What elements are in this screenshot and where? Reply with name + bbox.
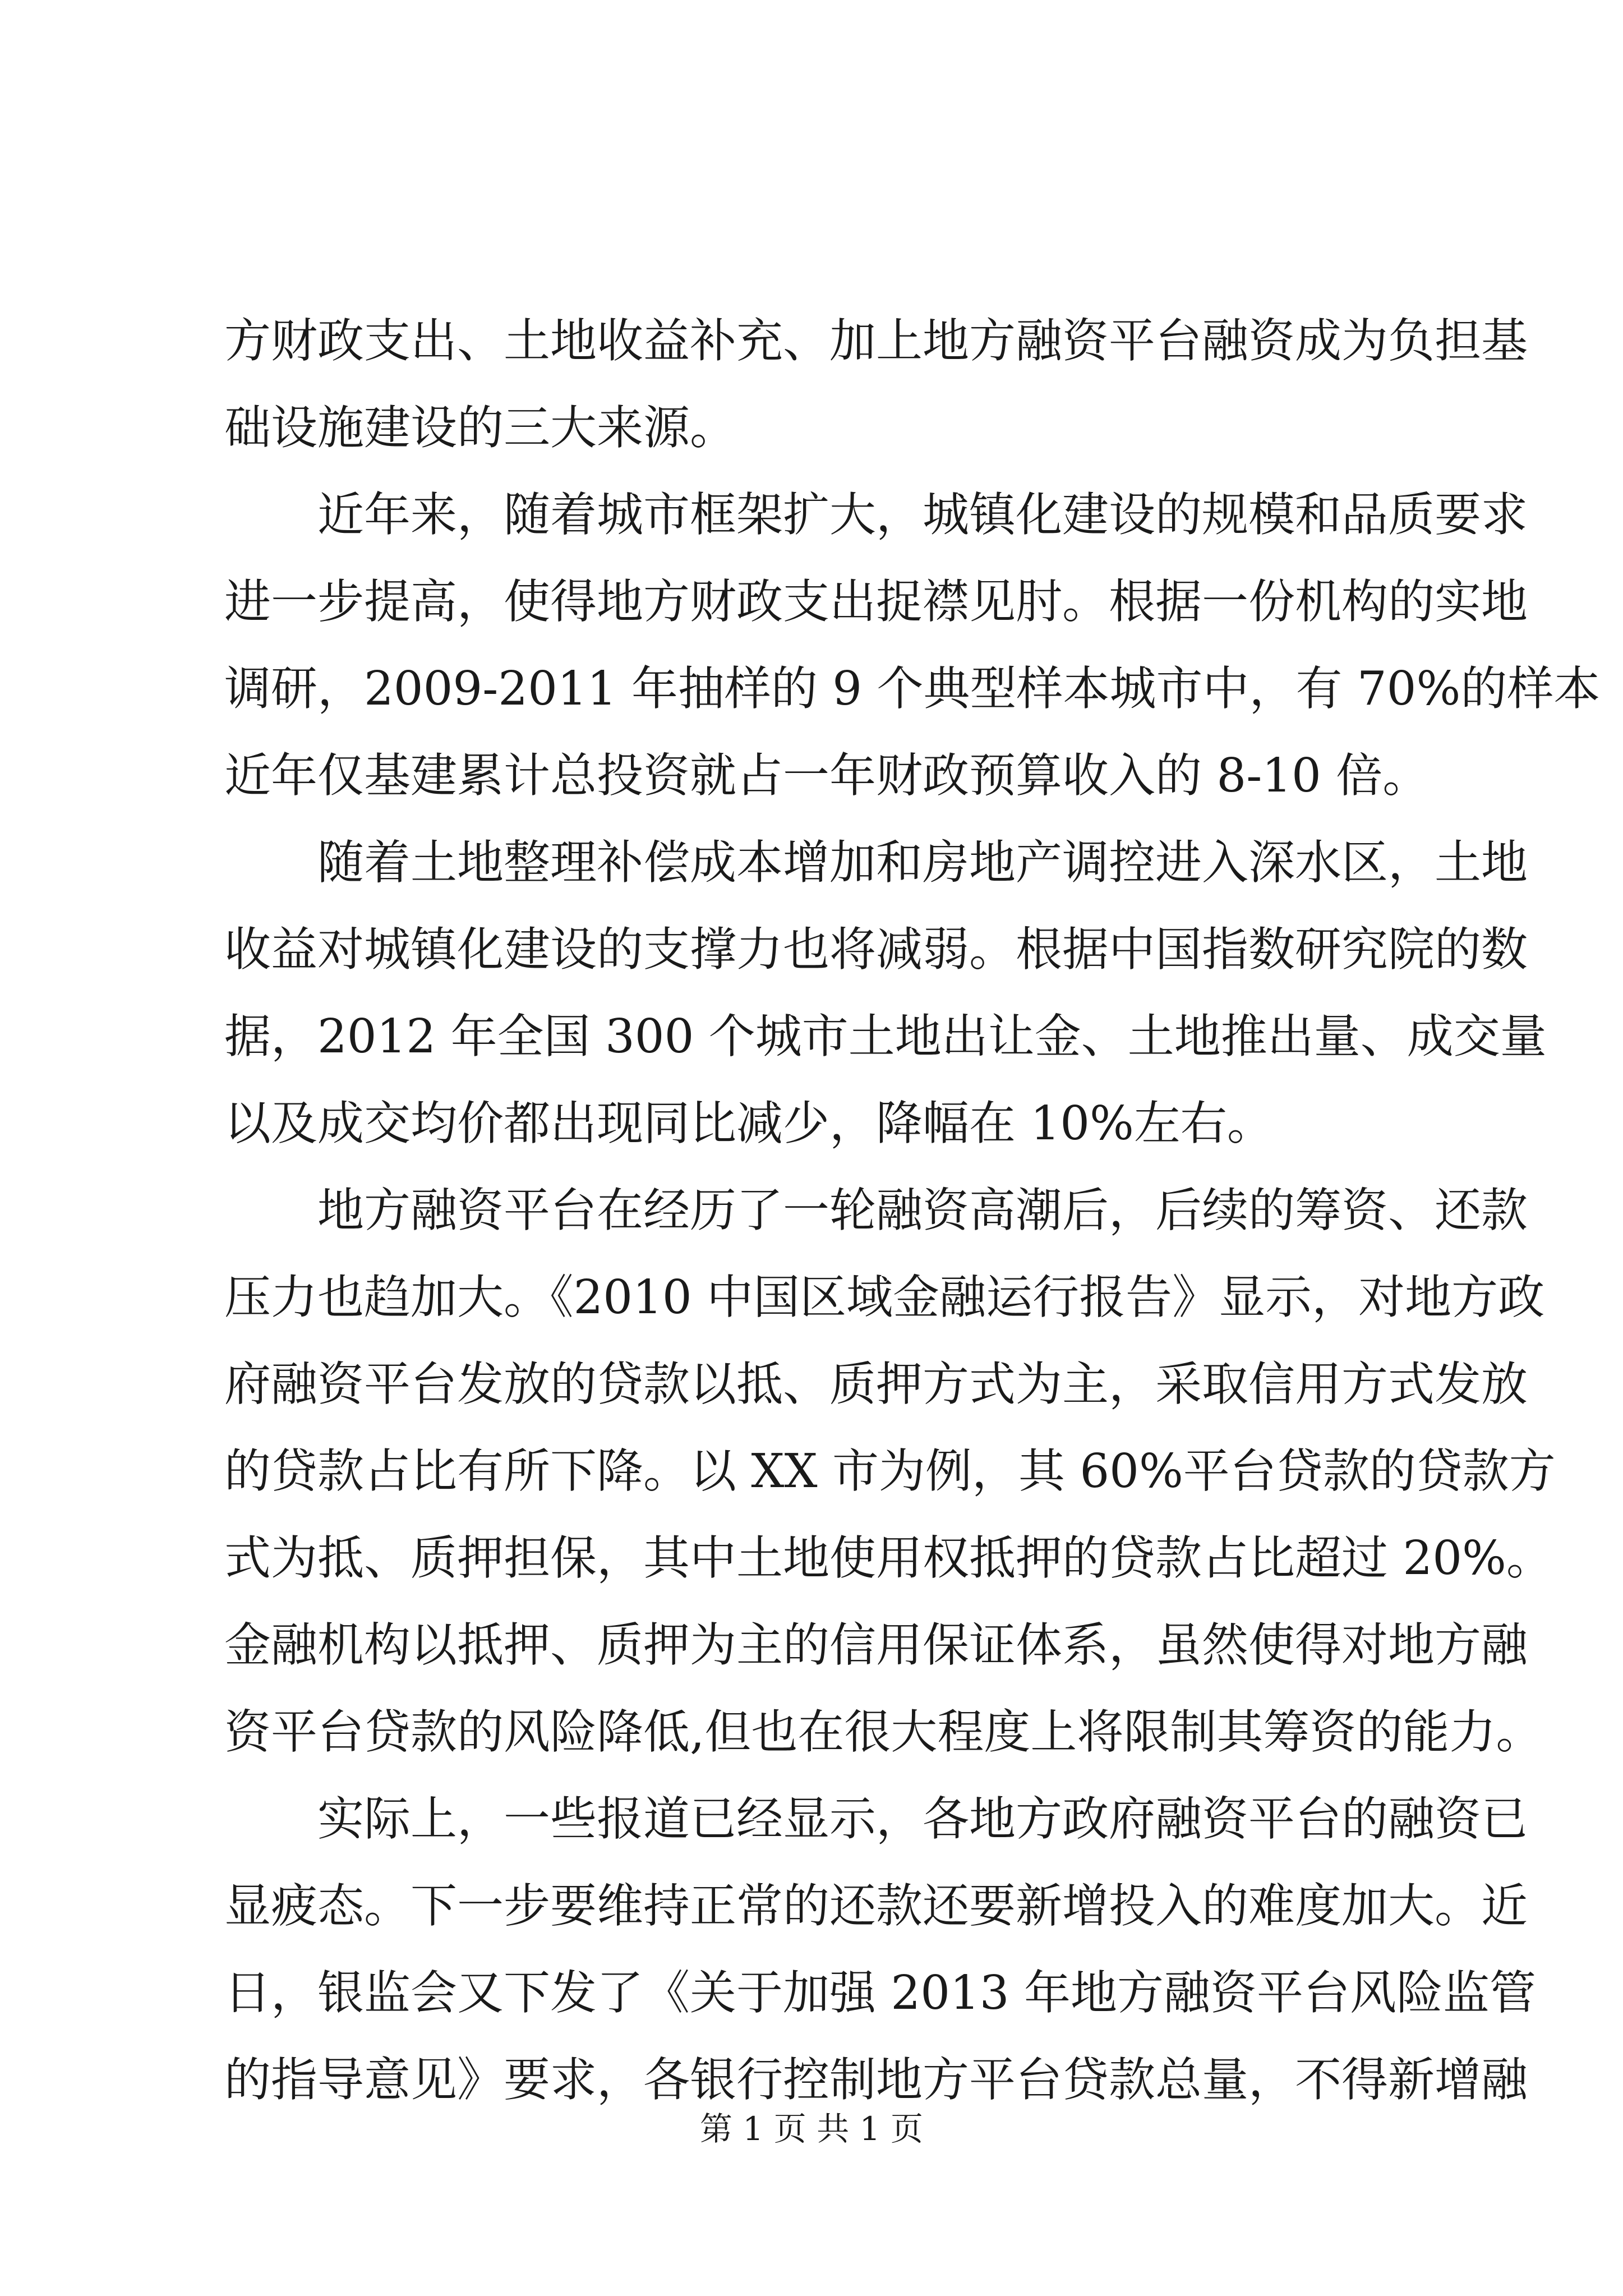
text-line-10: 以及成交均价都出现同比减少，降幅在 10%左右。: [224, 1096, 1274, 1151]
text-line-4: 进一步提高，使得地方财政支出捉襟见肘。根据一份机构的实地: [224, 574, 1528, 629]
text-line-5: 调研，2009-2011 年抽样的 9 个典型样本城市中，有 70%的样本: [224, 661, 1601, 716]
text-line-8: 收益对城镇化建设的支撑力也将减弱。根据中国指数研究院的数: [224, 922, 1528, 977]
text-line-12: 压力也趋加大。《2010 中国区域金融运行报告》显示，对地方政: [224, 1270, 1545, 1324]
text-line-9: 据，2012 年全国 300 个城市土地出让金、土地推出量、成交量: [224, 1009, 1547, 1064]
text-line-6: 近年仅基建累计总投资就占一年财政预算收入的 8-10 倍。: [224, 748, 1430, 803]
text-line-17: 资平台贷款的风险降低,但也在很大程度上将限制其筹资的能力。: [224, 1705, 1543, 1759]
document-body: [224, 297, 1601, 2123]
text-line-1: 方财政支出、土地收益补充、加上地方融资平台融资成为负担基: [224, 314, 1528, 368]
text-line-13: 府融资平台发放的贷款以抵、质押方式为主，采取信用方式发放: [224, 1357, 1528, 1411]
text-line-3: 近年来，随着城市框架扩大，城镇化建设的规模和品质要求: [317, 487, 1528, 542]
text-line-16: 金融机构以抵押、质押为主的信用保证体系，虽然使得对地方融: [224, 1618, 1528, 1672]
text-line-18: 实际上，一些报道已经显示，各地方政府融资平台的融资已: [317, 1792, 1528, 1846]
text-line-7: 随着土地整理补偿成本增加和房地产调控进入深水区，土地: [317, 835, 1528, 890]
page-footer: [0, 2106, 1623, 2151]
text-line-21: 的指导意见》要求，各银行控制地方平台贷款总量，不得新增融: [224, 2053, 1528, 2107]
text-line-15: 式为抵、质押担保，其中土地使用权抵押的贷款占比超过 20%。: [224, 1531, 1553, 1585]
text-line-14: 的贷款占比有所下降。以 XX 市为例，其 60%平台贷款的贷款方: [224, 1444, 1556, 1498]
text-line-11: 地方融资平台在经历了一轮融资高潮后，后续的筹资、还款: [317, 1183, 1528, 1237]
page-number-label: 第 1 页 共 1 页: [700, 2110, 923, 2148]
text-line-2: 础设施建设的三大来源。: [224, 401, 736, 455]
text-line-20: 日，银监会又下发了《关于加强 2013 年地方融资平台风险监管: [224, 1966, 1536, 2020]
text-line-19: 显疲态。下一步要维持正常的还款还要新增投入的难度加大。近: [224, 1879, 1528, 1933]
